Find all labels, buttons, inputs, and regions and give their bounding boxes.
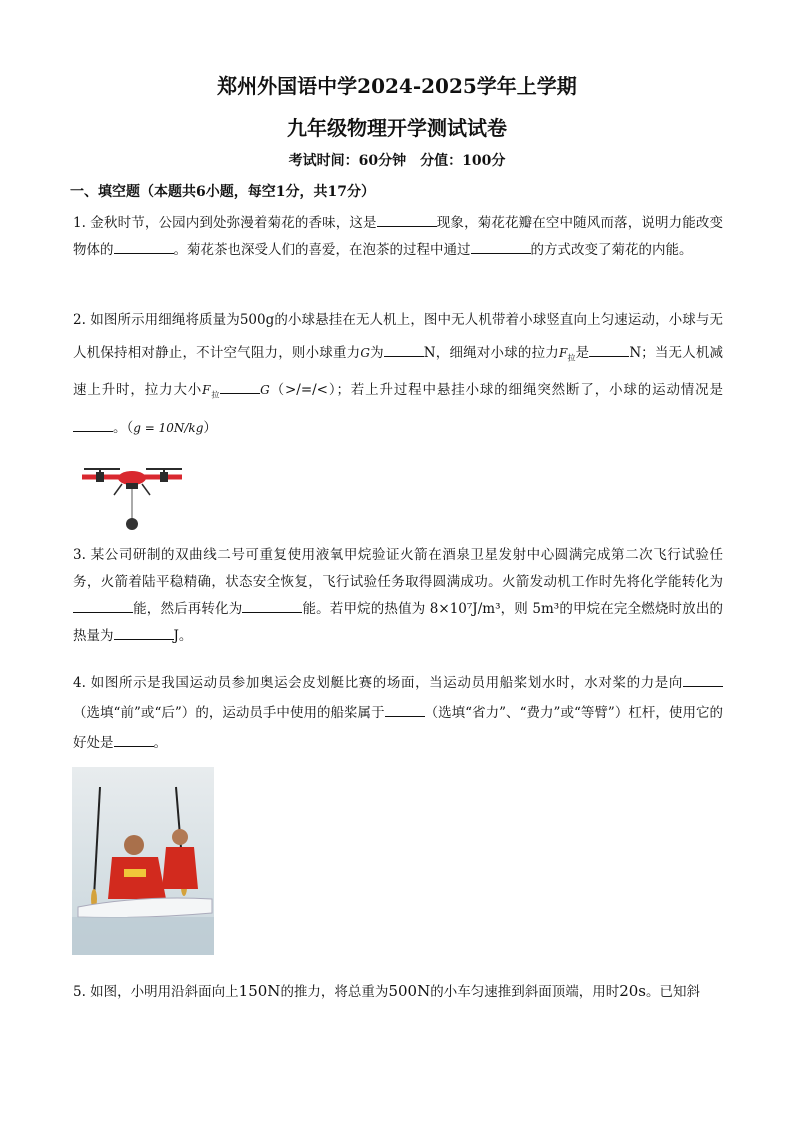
gravity-constant: g = 10N/kg [133,420,204,435]
athlete-front-jersey [108,857,166,899]
hanging-ball [126,518,138,530]
landing-leg-left [114,484,122,495]
answer-blank[interactable] [683,670,723,687]
answer-blank[interactable] [589,340,629,357]
force-symbol: $F_拉$ [558,346,576,363]
answer-blank[interactable] [385,700,425,717]
water-reflection [72,917,214,955]
motor-left [96,472,104,482]
canoe-race-photo [72,767,214,955]
athlete-head-front [124,835,144,855]
push-force: 150N [238,982,281,1000]
section-heading: 一、填空题（本题共6小题，每空1分，共17分） [70,184,375,200]
question-3: 3. 某公司研制的双曲线二号可重复使用液氧甲烷验证火箭在酒泉卫星发射中心圆满完成第二次飞行试验任务，火箭着陆平稳精确，状态安全恢复，飞行试验任务取得圆满成功。火箭发动机工作时先将化学能转化为能，然后再转化为 能。若甲烷的热值为 8×10⁷J/m³，则 5m³的甲烷在完全燃烧时放出的热量为 J。 [73,547,723,644]
motor-right [160,472,168,482]
drone-body [118,471,146,485]
force-symbol: $F_拉$ [202,383,221,400]
drone-camera [126,483,138,489]
landing-leg-right [142,484,150,495]
question-2: 2. 如图所示用细绳将质量为500g的小球悬挂在无人机上，图中无人机带着小球竖直向上匀速运动，小球与无人机保持相对静止，不计空气阻力，则小球重力G为 N，细绳对小球的拉力$F_拉$是 N；当无人机减速上升时，拉力大小$F_拉$ G（>/=/<）；若上升过程中悬挂小球的细绳突然断了，小球的运动情况是。（g = 10N/kg） [73,312,724,436]
question-1: 1. 金秋时节，公园内到处弥漫着菊花的香味，这是 现象，菊花花瓣在空中随风而落，说明力能改变物体的 。菊花茶也深受人们的喜爱，在泡茶的过程中通过 的方式改变了菊花的内能。 [73,210,723,264]
exam-subtitle: 九年级物理开学测试试卷 [287,116,507,140]
answer-blank[interactable] [114,623,174,640]
drone-figure [72,459,192,532]
answer-blank[interactable] [220,377,260,394]
answer-blank[interactable] [114,730,154,747]
cart-weight: 500N [388,982,431,1000]
question-5: 5. 如图，小明用沿斜面向上150N的推力，将总重为500N的小车匀速推到斜面顶端，用时20s。已知斜 [73,982,700,1000]
answer-blank[interactable] [471,237,531,254]
question-4: 4. 如图所示是我国运动员参加奥运会皮划艇比赛的场面，当运动员用船桨划水时，水对桨的力是向（选填“前”或“后”）的，运动员手中使用的船桨属于 （选填“省力”、“费力”或“等臂”）杠杆，使用它的好处是 。 [73,668,723,758]
exam-title: 郑州外国语中学2024-2025学年上学期 [217,74,577,98]
exam-info: 考试时间：60分钟 分值：100分 [288,153,506,169]
answer-blank[interactable] [377,210,437,227]
athlete-head-back [172,829,188,845]
time-value: 20s [619,982,646,1000]
answer-blank[interactable] [73,596,133,613]
answer-blank[interactable] [242,596,302,613]
athlete-back-jersey [162,847,198,889]
answer-blank[interactable] [73,415,113,432]
answer-blank[interactable] [114,237,174,254]
jersey-text [124,869,146,877]
answer-blank[interactable] [384,340,424,357]
